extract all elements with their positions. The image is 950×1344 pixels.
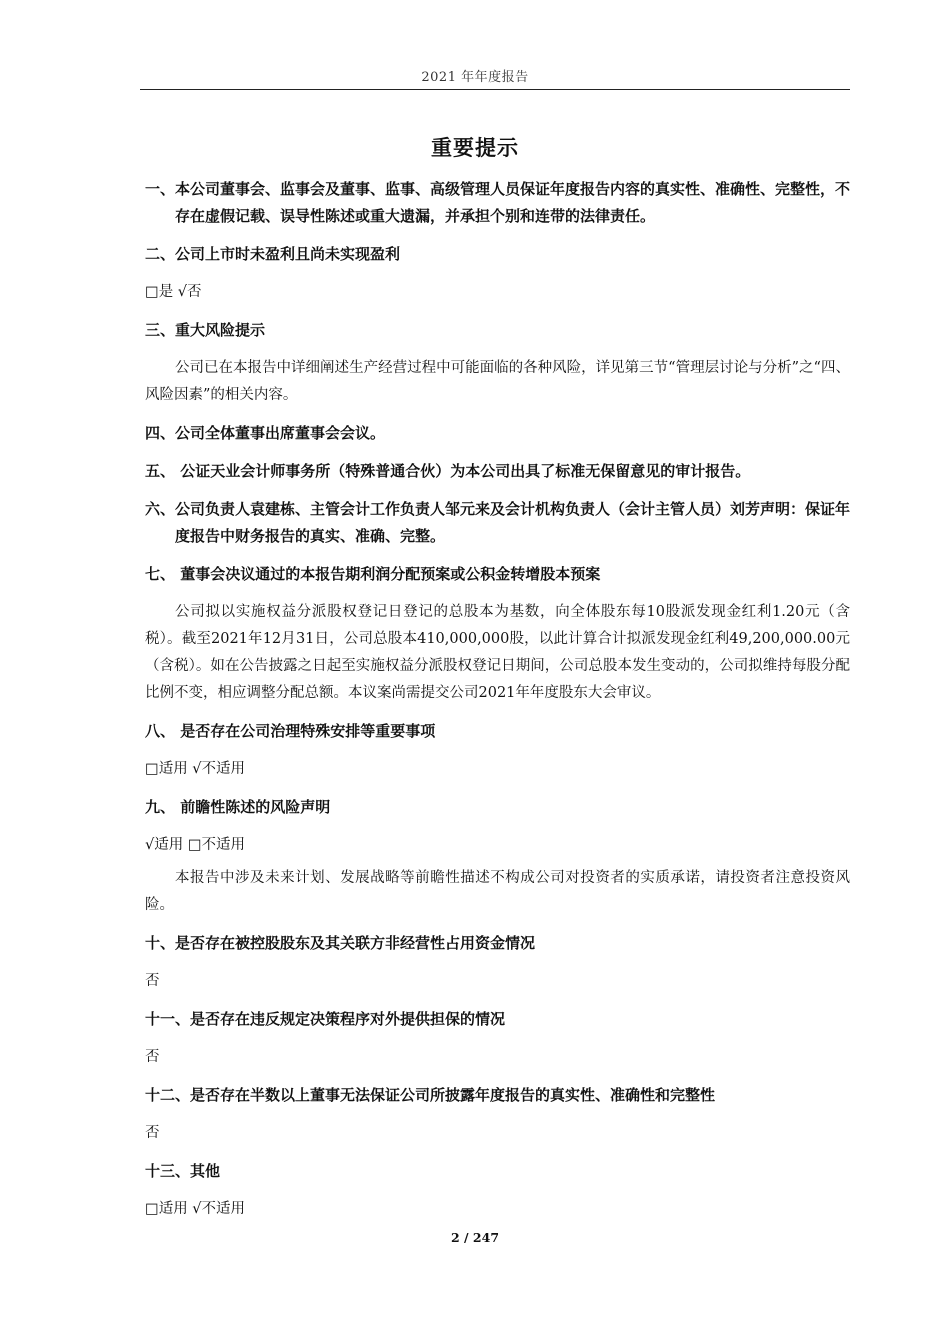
- section-9-heading: 九、 前瞻性陈述的风险声明: [145, 798, 331, 816]
- section-5-heading: 五、 公证天业会计师事务所（特殊普通合伙）为本公司出具了标准无保留意见的审计报告。: [145, 462, 751, 480]
- section-7-body: 公司拟以实施权益分派股权登记日登记的总股本为基数，向全体股东每10股派发现金红利1.20元（含税）。截至2021年12月31日，公司总股本410,000,000股，以此计算合计拟派发现金红利49,200,000.00元（含税）。如在公告披露之日起至实施权益分派股权登记日期间，公司总股本发生变动的，公司拟维持每股分配比例不变，相应调整分配总额。本议案尚需提交公司2021年年度股东大会审议。: [145, 604, 850, 701]
- section-2-heading: 二、公司上市时未盈利且尚未实现盈利: [145, 245, 401, 263]
- section-9-choice: √适用 □不适用: [145, 837, 246, 853]
- section-8-choice: □适用 √不适用: [145, 761, 246, 777]
- section-7-heading: 七、 董事会决议通过的本报告期利润分配预案或公积金转增股本预案: [145, 565, 601, 583]
- section-9-body: 本报告中涉及未来计划、发展战略等前瞻性描述不构成公司对投资者的实质承诺，请投资者注意投资风险。: [145, 870, 850, 913]
- page-title: 重要提示: [431, 136, 519, 160]
- section-12-heading: 十二、是否存在半数以上董事无法保证公司所披露年度报告的真实性、准确性和完整性: [145, 1086, 716, 1104]
- section-11-answer: 否: [145, 1049, 160, 1065]
- section-3-heading: 三、重大风险提示: [145, 321, 266, 339]
- section-11-heading: 十一、是否存在违反规定决策程序对外提供担保的情况: [145, 1010, 506, 1028]
- section-10-heading: 十、是否存在被控股股东及其关联方非经营性占用资金情况: [145, 934, 536, 952]
- running-header: 2021 年年度报告: [421, 70, 529, 85]
- document-body: [145, 176, 850, 1234]
- section-2-choice: □是 √否: [145, 284, 202, 300]
- section-12-answer: 否: [145, 1125, 160, 1141]
- section-8-heading: 八、 是否存在公司治理特殊安排等重要事项: [145, 722, 436, 740]
- page-number: 2 / 247: [450, 1230, 500, 1245]
- section-1-heading: 一、本公司董事会、监事会及董事、监事、高级管理人员保证年度报告内容的真实性、准确性、完整性，不存在虚假记载、误导性陈述或重大遗漏，并承担个别和连带的法律责任。: [145, 180, 851, 225]
- header-rule: [140, 89, 850, 90]
- section-4-heading: 四、公司全体董事出席董事会会议。: [145, 424, 386, 442]
- section-13-choice: □适用 √不适用: [145, 1201, 246, 1217]
- section-13-heading: 十三、其他: [145, 1162, 221, 1180]
- section-6-heading: 六、公司负责人袁建栋、主管会计工作负责人邹元来及会计机构负责人（会计主管人员）刘芳声明：保证年度报告中财务报告的真实、准确、完整。: [145, 500, 851, 545]
- section-3-body: 公司已在本报告中详细阐述生产经营过程中可能面临的各种风险，详见第三节“管理层讨论与分析”之“四、风险因素”的相关内容。: [145, 360, 850, 403]
- section-10-answer: 否: [145, 973, 160, 989]
